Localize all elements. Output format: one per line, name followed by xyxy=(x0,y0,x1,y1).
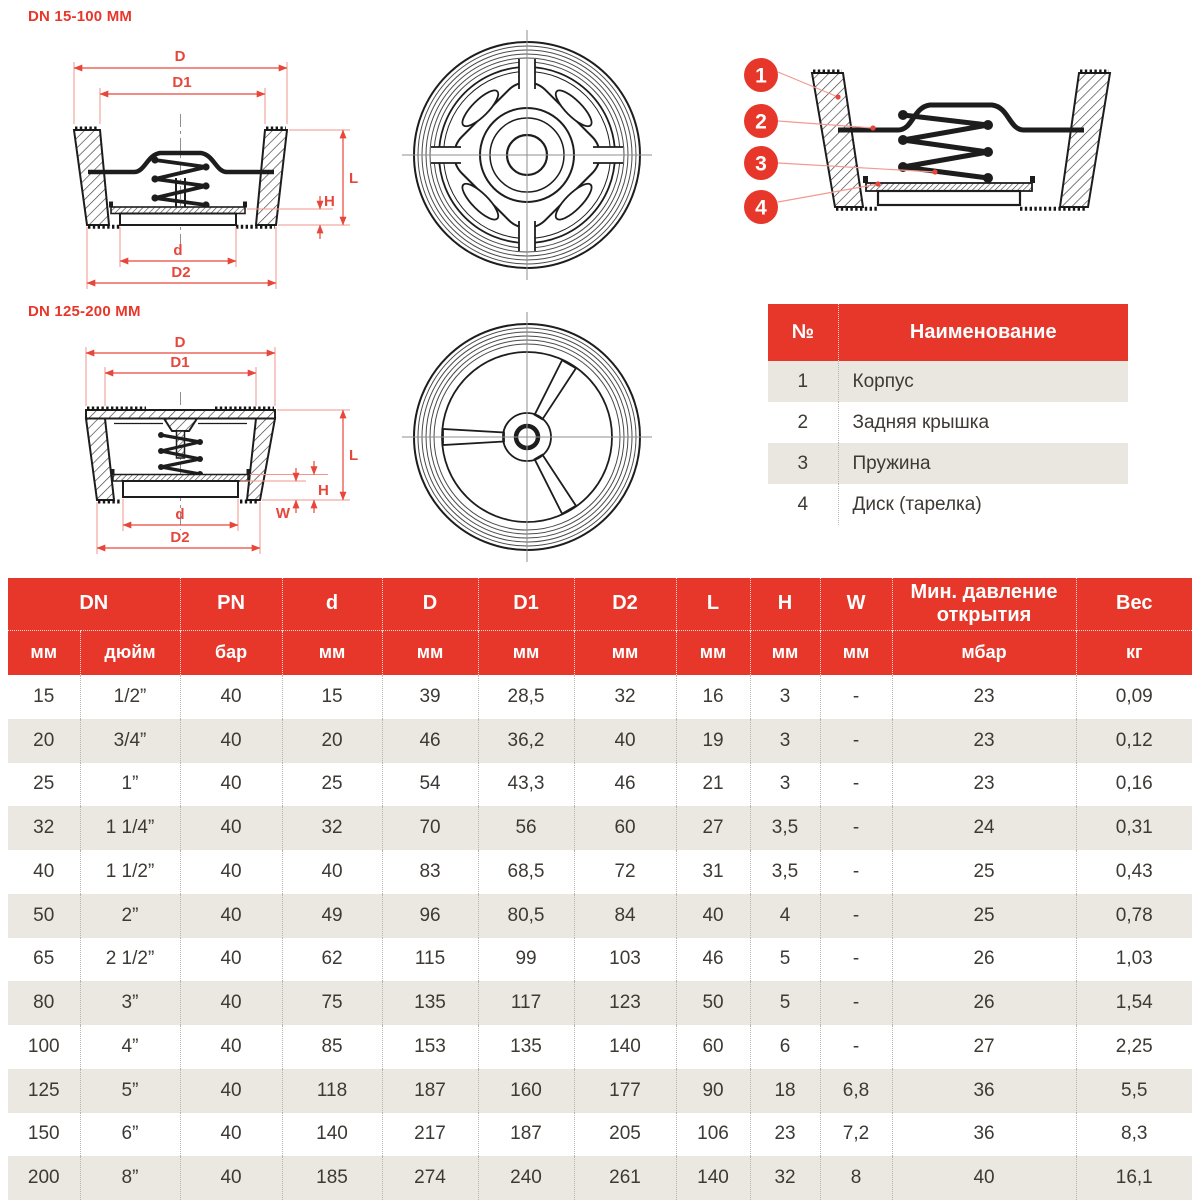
spec-cell: - xyxy=(820,938,892,982)
spec-cell: 83 xyxy=(382,850,478,894)
spec-cell: 75 xyxy=(282,981,382,1025)
dim-label-d: d xyxy=(175,506,185,523)
spec-cell: 135 xyxy=(478,1025,574,1069)
spec-cell: 3 xyxy=(750,763,820,807)
spec-cell: 15 xyxy=(33,685,55,707)
spec-cell: 25 xyxy=(892,850,1076,894)
parts-row xyxy=(768,443,1128,484)
spec-cell: 23 xyxy=(750,1113,820,1157)
spec-cell: 3,5 xyxy=(750,806,820,850)
part-num: 3 xyxy=(797,452,809,474)
spec-cell: 40 xyxy=(180,1069,282,1113)
spec-row xyxy=(8,1156,1192,1200)
spec-cell: 1/2” xyxy=(80,675,180,719)
spec-table xyxy=(8,578,1192,1200)
callout-2-number: 2 xyxy=(755,110,767,134)
spec-cell: 5 xyxy=(750,981,820,1025)
spec-cell: 90 xyxy=(676,1069,750,1113)
spec-row xyxy=(8,719,1192,763)
spec-cell: 15 xyxy=(282,675,382,719)
spec-cell: - xyxy=(820,894,892,938)
spec-cell: 20 xyxy=(33,729,55,751)
spec-cell: 3 xyxy=(750,675,820,719)
spec-cell: 18 xyxy=(750,1069,820,1113)
spec-cell: 100 xyxy=(27,1035,60,1057)
spec-cell: 68,5 xyxy=(478,850,574,894)
spec-cell: 25 xyxy=(282,763,382,807)
spec-unit-pn: бар xyxy=(180,630,282,675)
spec-cell: 36,2 xyxy=(478,719,574,763)
parts-row xyxy=(768,361,1128,402)
valve-cross-section-dn125-200 xyxy=(28,330,398,570)
spec-cell: 16 xyxy=(676,675,750,719)
spec-cell: 5 xyxy=(750,938,820,982)
spec-cell: 6” xyxy=(80,1113,180,1157)
spec-unit-dn-inch: дюйм xyxy=(80,630,180,675)
callout-3-number: 3 xyxy=(755,152,767,176)
callout-1-number: 1 xyxy=(755,64,767,88)
spec-unit-D2: мм xyxy=(574,630,676,675)
spec-cell: 0,31 xyxy=(1076,806,1192,850)
spec-cell: 36 xyxy=(892,1069,1076,1113)
spec-cell: 23 xyxy=(892,675,1076,719)
disc xyxy=(120,214,236,226)
spec-cell: 40 xyxy=(180,1025,282,1069)
spec-cell: 46 xyxy=(382,719,478,763)
spec-cell: 85 xyxy=(282,1025,382,1069)
spec-cell: 153 xyxy=(382,1025,478,1069)
part-name: Задняя крышка xyxy=(838,402,1128,443)
part-num: 1 xyxy=(797,370,809,392)
spec-cell: 1 1/2” xyxy=(80,850,180,894)
spec-cell: 40 xyxy=(892,1156,1076,1200)
spec-cell: 4 xyxy=(750,894,820,938)
part-num: 4 xyxy=(797,493,809,515)
spring xyxy=(903,115,988,178)
spec-cell: 6 xyxy=(750,1025,820,1069)
callout-1 xyxy=(744,58,778,92)
spec-cell: 2,25 xyxy=(1076,1025,1192,1069)
spec-cell: 72 xyxy=(574,850,676,894)
spec-cell: 40 xyxy=(180,850,282,894)
valve-cross-section-callouts xyxy=(738,45,1158,245)
dim-label-L: L xyxy=(349,170,359,187)
spec-unit-dn-mm: мм xyxy=(8,630,80,675)
spec-cell: 115 xyxy=(382,938,478,982)
spec-cell: 1,03 xyxy=(1076,938,1192,982)
spec-cell: 24 xyxy=(892,806,1076,850)
spec-cell: 185 xyxy=(282,1156,382,1200)
spec-row xyxy=(8,981,1192,1025)
spec-cell: 46 xyxy=(676,938,750,982)
spec-cell: 8,3 xyxy=(1076,1113,1192,1157)
parts-row xyxy=(768,402,1128,443)
spec-cell: 135 xyxy=(382,981,478,1025)
callout-3 xyxy=(744,146,778,180)
spec-cell: 40 xyxy=(676,894,750,938)
parts-row xyxy=(768,484,1128,525)
spec-cell: 46 xyxy=(574,763,676,807)
spec-cell: 261 xyxy=(574,1156,676,1200)
spec-unit-L: мм xyxy=(676,630,750,675)
back-cover xyxy=(86,410,275,419)
spec-header-L: L xyxy=(676,578,750,630)
spec-cell: 40 xyxy=(180,981,282,1025)
spec-cell: 0,12 xyxy=(1076,719,1192,763)
spec-cell: 60 xyxy=(676,1025,750,1069)
dim-label-D2: D2 xyxy=(171,264,191,281)
spec-header-D2: D2 xyxy=(574,578,676,630)
spec-cell: 32 xyxy=(33,817,55,839)
spec-cell: - xyxy=(820,1025,892,1069)
disc-seat xyxy=(866,183,1032,191)
disc xyxy=(123,481,238,497)
callout-4-number: 4 xyxy=(755,196,767,220)
spec-cell: 40 xyxy=(180,1113,282,1157)
spec-cell: 50 xyxy=(676,981,750,1025)
spec-unit-W: мм xyxy=(820,630,892,675)
spec-cell: 8 xyxy=(820,1156,892,1200)
part-num: 2 xyxy=(797,411,809,433)
dim-label-W: W xyxy=(275,505,290,522)
spec-cell: 43,3 xyxy=(478,763,574,807)
part-name: Корпус xyxy=(838,361,1128,402)
spec-cell: 23 xyxy=(892,719,1076,763)
spec-cell: 26 xyxy=(892,981,1076,1025)
dim-label-D1: D1 xyxy=(172,74,192,91)
spec-cell: - xyxy=(820,850,892,894)
spec-cell: 5,5 xyxy=(1076,1069,1192,1113)
spec-cell: 96 xyxy=(382,894,478,938)
spec-cell: 20 xyxy=(282,719,382,763)
spec-unit-D1: мм xyxy=(478,630,574,675)
spec-header-D1: D1 xyxy=(478,578,574,630)
spec-cell: 40 xyxy=(180,894,282,938)
spec-cell: 65 xyxy=(33,948,55,970)
spec-cell: 16,1 xyxy=(1076,1156,1192,1200)
spec-header-W: W xyxy=(820,578,892,630)
spec-cell: 21 xyxy=(676,763,750,807)
spec-cell: 62 xyxy=(282,938,382,982)
spec-cell: 3/4” xyxy=(80,719,180,763)
parts-table xyxy=(768,304,1128,525)
spec-row xyxy=(8,806,1192,850)
spec-cell: 177 xyxy=(574,1069,676,1113)
spec-cell: 187 xyxy=(478,1113,574,1157)
spec-cell: 123 xyxy=(574,981,676,1025)
spec-cell: 40 xyxy=(33,860,55,882)
spec-cell: 1 1/4” xyxy=(80,806,180,850)
body-wall-right xyxy=(256,130,287,225)
spec-cell: 19 xyxy=(676,719,750,763)
dim-label-H: H xyxy=(318,482,329,499)
spec-row xyxy=(8,1025,1192,1069)
spec-cell: 7,2 xyxy=(820,1113,892,1157)
spec-cell: 6,8 xyxy=(820,1069,892,1113)
spec-cell: 84 xyxy=(574,894,676,938)
dim-label-D2: D2 xyxy=(170,529,190,546)
body-wall-left xyxy=(74,130,109,225)
callout-4 xyxy=(744,190,778,224)
spec-unit-weight: кг xyxy=(1076,630,1192,675)
spec-cell: 0,16 xyxy=(1076,763,1192,807)
spec-cell: 32 xyxy=(750,1156,820,1200)
spec-unit-d: мм xyxy=(282,630,382,675)
section-dn125-200-label: DN 125-200 ММ xyxy=(28,303,141,320)
part-name: Диск (тарелка) xyxy=(838,484,1128,525)
spec-cell: 27 xyxy=(676,806,750,850)
spec-cell: 27 xyxy=(892,1025,1076,1069)
spec-cell: 1” xyxy=(80,763,180,807)
spec-cell: 70 xyxy=(382,806,478,850)
spec-cell: 0,09 xyxy=(1076,675,1192,719)
section-dn15-100-label: DN 15-100 ММ xyxy=(28,8,133,25)
spec-cell: 5” xyxy=(80,1069,180,1113)
spec-header-min-pressure: Мин. давление открытия xyxy=(892,578,1076,630)
dim-label-H: H xyxy=(324,193,335,210)
spec-header-pn: PN xyxy=(180,578,282,630)
spec-cell: 2” xyxy=(80,894,180,938)
body-wall-left xyxy=(86,419,114,501)
spec-cell: 31 xyxy=(676,850,750,894)
spec-header-D: D xyxy=(382,578,478,630)
spec-cell: 23 xyxy=(892,763,1076,807)
spec-cell: 3,5 xyxy=(750,850,820,894)
spec-cell: 40 xyxy=(180,938,282,982)
spec-cell: 240 xyxy=(478,1156,574,1200)
spec-cell: 99 xyxy=(478,938,574,982)
spec-cell: 140 xyxy=(676,1156,750,1200)
spec-row xyxy=(8,1113,1192,1157)
spec-cell: 32 xyxy=(574,675,676,719)
spec-cell: 0,43 xyxy=(1076,850,1192,894)
spec-cell: 54 xyxy=(382,763,478,807)
spec-cell: 2 1/2” xyxy=(80,938,180,982)
spec-row xyxy=(8,938,1192,982)
spec-cell: 26 xyxy=(892,938,1076,982)
dim-label-D1: D1 xyxy=(170,354,190,371)
body-wall-right xyxy=(1060,73,1110,207)
spec-cell: 40 xyxy=(282,850,382,894)
spec-cell: 200 xyxy=(27,1167,60,1189)
spec-cell: 4” xyxy=(80,1025,180,1069)
spec-cell: 25 xyxy=(892,894,1076,938)
spec-cell: 60 xyxy=(574,806,676,850)
dim-label-d: d xyxy=(173,242,183,259)
spec-cell: - xyxy=(820,806,892,850)
spec-cell: 40 xyxy=(574,719,676,763)
spec-header-weight: Вес xyxy=(1076,578,1192,630)
body-wall-left xyxy=(812,73,863,207)
spec-cell: 118 xyxy=(282,1069,382,1113)
spec-unit-D: мм xyxy=(382,630,478,675)
spec-cell: 205 xyxy=(574,1113,676,1157)
spec-row xyxy=(8,894,1192,938)
spec-cell: 187 xyxy=(382,1069,478,1113)
dim-label-D: D xyxy=(174,334,186,351)
spec-row xyxy=(8,763,1192,807)
parts-header-num: № xyxy=(791,321,814,343)
spec-cell: 40 xyxy=(180,719,282,763)
spec-row xyxy=(8,850,1192,894)
spec-cell: 40 xyxy=(180,675,282,719)
spec-row xyxy=(8,675,1192,719)
spec-cell: 0,78 xyxy=(1076,894,1192,938)
dim-label-L: L xyxy=(349,447,359,464)
spec-cell: 49 xyxy=(282,894,382,938)
disc xyxy=(878,191,1020,205)
spec-cell: 1,54 xyxy=(1076,981,1192,1025)
spec-cell: 3” xyxy=(80,981,180,1025)
valve-front-view-dn15-100 xyxy=(402,30,652,280)
spec-cell: 50 xyxy=(33,904,55,926)
spec-cell: 80,5 xyxy=(478,894,574,938)
part-name: Пружина xyxy=(838,443,1128,484)
spec-cell: 217 xyxy=(382,1113,478,1157)
spec-header-H: H xyxy=(750,578,820,630)
valve-cross-section-dn15-100 xyxy=(28,28,398,303)
spec-cell: - xyxy=(820,763,892,807)
spec-cell: 150 xyxy=(27,1123,60,1145)
spec-cell: 8” xyxy=(80,1156,180,1200)
spec-cell: 3 xyxy=(750,719,820,763)
spec-cell: 40 xyxy=(180,806,282,850)
spec-cell: 140 xyxy=(282,1113,382,1157)
spec-cell: 103 xyxy=(574,938,676,982)
spec-cell: 40 xyxy=(180,763,282,807)
spring-boss xyxy=(164,419,197,432)
spec-header-dn: DN xyxy=(79,592,109,615)
spec-cell: - xyxy=(820,675,892,719)
spec-cell: 106 xyxy=(676,1113,750,1157)
spec-cell: - xyxy=(820,981,892,1025)
spec-cell: 39 xyxy=(382,675,478,719)
spec-unit-H: мм xyxy=(750,630,820,675)
spec-row xyxy=(8,1069,1192,1113)
spec-cell: 25 xyxy=(33,773,55,795)
spec-cell: 36 xyxy=(892,1113,1076,1157)
spec-cell: 140 xyxy=(574,1025,676,1069)
spec-cell: 40 xyxy=(180,1156,282,1200)
spec-cell: 56 xyxy=(478,806,574,850)
valve-front-view-dn125-200 xyxy=(402,312,652,562)
spec-cell: 274 xyxy=(382,1156,478,1200)
dim-label-D: D xyxy=(174,48,186,65)
parts-header-name: Наименование xyxy=(838,304,1128,361)
callout-2 xyxy=(744,104,778,138)
spec-unit-min-pressure: мбар xyxy=(892,630,1076,675)
spec-cell: 32 xyxy=(282,806,382,850)
spec-cell: 80 xyxy=(33,992,55,1014)
spec-cell: 160 xyxy=(478,1069,574,1113)
spec-cell: 117 xyxy=(478,981,574,1025)
spec-cell: 125 xyxy=(27,1079,60,1101)
spec-cell: 28,5 xyxy=(478,675,574,719)
spec-header-d: d xyxy=(282,578,382,630)
spec-cell: - xyxy=(820,719,892,763)
body-wall-right xyxy=(247,419,275,501)
